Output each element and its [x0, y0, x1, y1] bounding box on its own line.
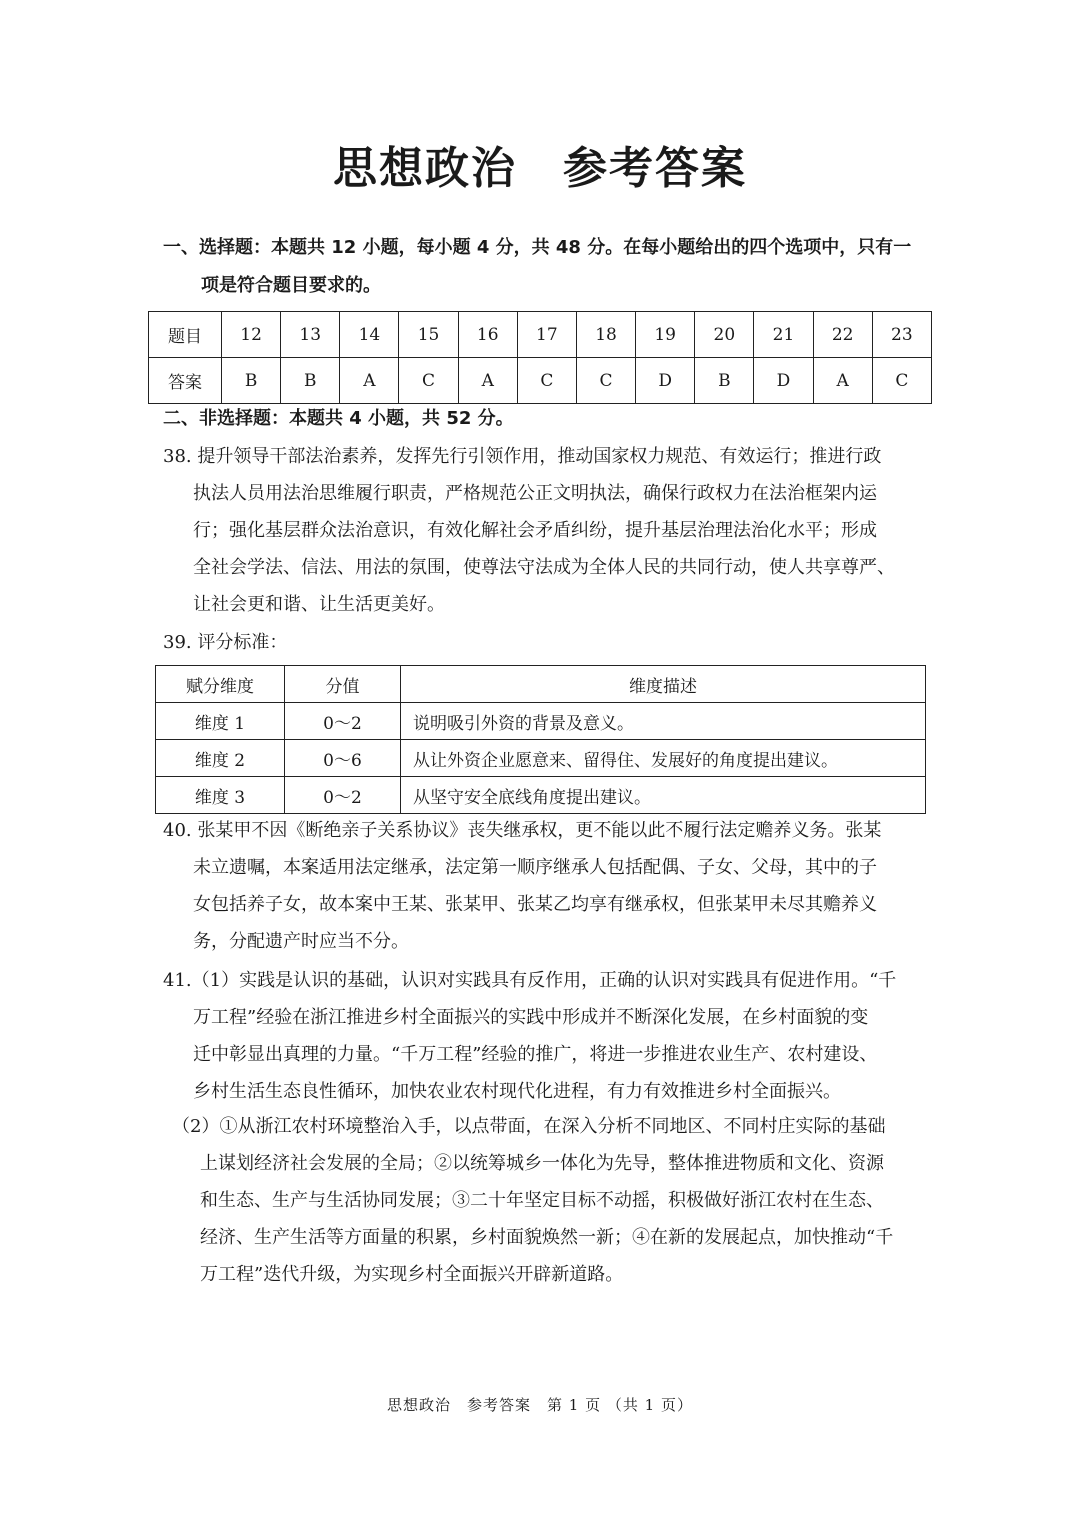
- question-40-answer: [163, 812, 923, 960]
- question-38-answer: [163, 438, 923, 623]
- question-row: [149, 312, 932, 358]
- answer-letter: B: [222, 358, 281, 404]
- answer-line: 万工程”经验在浙江推进乡村全面振兴的实践中形成并不断深化发展，在乡村面貌的变: [193, 1007, 869, 1028]
- scoring-dimension: 维度 2: [156, 740, 285, 777]
- question-number: 18: [576, 312, 635, 358]
- answer-letter: A: [340, 358, 399, 404]
- answer-letter: D: [636, 358, 695, 404]
- question-number: 17: [517, 312, 576, 358]
- answer-line: 上谋划经济社会发展的全局；②以统筹城乡一体化为先导，整体推进物质和文化、资源: [200, 1153, 884, 1174]
- question-number: 16: [458, 312, 517, 358]
- answer-line: 和生态、生产与生活协同发展；③二十年坚定目标不动摇，积极做好浙江农村在生态、: [200, 1190, 884, 1211]
- scoring-row: [156, 740, 926, 777]
- scoring-dimension: 维度 1: [156, 703, 285, 740]
- scoring-header-description: 维度描述: [401, 666, 926, 703]
- scoring-dimension: 维度 3: [156, 777, 285, 814]
- answer-letter: A: [813, 358, 872, 404]
- answer-line: 让社会更和谐、让生活更美好。: [193, 594, 445, 615]
- scoring-score: 0～2: [285, 777, 401, 814]
- section-1-line-1: 一、选择题：本题共 12 小题，每小题 4 分，共 48 分。在每小题给出的四个选项中，只有一: [163, 237, 912, 258]
- answer-line: 38. 提升领导干部法治素养，发挥先行引领作用，推动国家权力规范、有效运行；推进行政: [163, 446, 882, 467]
- answer-letter: B: [281, 358, 340, 404]
- question-number: 15: [399, 312, 458, 358]
- scoring-description: 从坚守安全底线角度提出建议。: [401, 777, 926, 814]
- question-number: 19: [636, 312, 695, 358]
- answer-letter: C: [517, 358, 576, 404]
- question-number: 21: [754, 312, 813, 358]
- scoring-score: 0～2: [285, 703, 401, 740]
- section-1-line-2: 项是符合题目要求的。: [201, 275, 381, 296]
- answer-row-header: 答案: [149, 358, 222, 404]
- section-2-heading: 二、非选择题：本题共 4 小题，共 52 分。: [163, 408, 514, 429]
- question-number: 12: [222, 312, 281, 358]
- scoring-table: [155, 665, 926, 814]
- answer-line: 执法人员用法治思维履行职责，严格规范公正文明执法，确保行政权力在法治框架内运: [193, 483, 877, 504]
- answer-letter: B: [695, 358, 754, 404]
- page-title: 思想政治 参考答案: [333, 143, 747, 194]
- answer-line: 迁中彰显出真理的力量。“千万工程”经验的推广，将进一步推进农业生产、农村建设、: [193, 1044, 878, 1065]
- answer-letter: A: [458, 358, 517, 404]
- scoring-row: [156, 703, 926, 740]
- answer-line: 乡村生活生态良性循环，加快农业农村现代化进程，有力有效推进乡村全面振兴。: [193, 1081, 841, 1102]
- answer-line: 全社会学法、信法、用法的氛围，使尊法守法成为全体人民的共同行动，使人共享尊严、: [193, 557, 895, 578]
- scoring-header-dimension: 赋分维度: [156, 666, 285, 703]
- scoring-header-score: 分值: [285, 666, 401, 703]
- section-1-heading: [163, 229, 923, 305]
- scoring-description: 说明吸引外资的背景及意义。: [401, 703, 926, 740]
- answer-row: [149, 358, 932, 404]
- answer-line: 经济、生产生活等方面量的积累，乡村面貌焕然一新；④在新的发展起点，加快推动“千: [200, 1227, 894, 1248]
- question-row-header: 题目: [149, 312, 222, 358]
- question-39-label: 39. 评分标准：: [163, 632, 288, 653]
- question-41-part-1-answer: [163, 962, 923, 1110]
- question-number: 23: [872, 312, 931, 358]
- answer-line: 务，分配遗产时应当不分。: [193, 931, 409, 952]
- scoring-description: 从让外资企业愿意来、留得住、发展好的角度提出建议。: [401, 740, 926, 777]
- answer-letter: C: [872, 358, 931, 404]
- page-footer: 思想政治 参考答案 第 1 页 （共 1 页）: [387, 1396, 693, 1414]
- answer-letter: C: [576, 358, 635, 404]
- answer-letter: C: [399, 358, 458, 404]
- answer-line: 40. 张某甲不因《断绝亲子关系协议》丧失继承权，更不能以此不履行法定赡养义务。张某: [163, 820, 882, 841]
- scoring-row: [156, 777, 926, 814]
- question-41-part-2-answer: [172, 1108, 923, 1293]
- answer-table: [148, 311, 932, 404]
- answer-line: 未立遗嘱，本案适用法定继承，法定第一顺序继承人包括配偶、子女、父母，其中的子: [193, 857, 877, 878]
- question-number: 22: [813, 312, 872, 358]
- answer-line: （2）①从浙江农村环境整治入手，以点带面，在深入分析不同地区、不同村庄实际的基础: [172, 1116, 886, 1137]
- question-number: 20: [695, 312, 754, 358]
- scoring-score: 0～6: [285, 740, 401, 777]
- answer-line: 行；强化基层群众法治意识，有效化解社会矛盾纠纷，提升基层治理法治化水平；形成: [193, 520, 877, 541]
- question-number: 14: [340, 312, 399, 358]
- answer-line: 41.（1）实践是认识的基础，认识对实践具有反作用，正确的认识对实践具有促进作用。“千: [163, 970, 897, 991]
- question-number: 13: [281, 312, 340, 358]
- answer-line: 万工程”迭代升级，为实现乡村全面振兴开辟新道路。: [200, 1264, 624, 1285]
- answer-line: 女包括养子女，故本案中王某、张某甲、张某乙均享有继承权，但张某甲未尽其赡养义: [193, 894, 877, 915]
- scoring-header-row: [156, 666, 926, 703]
- answer-letter: D: [754, 358, 813, 404]
